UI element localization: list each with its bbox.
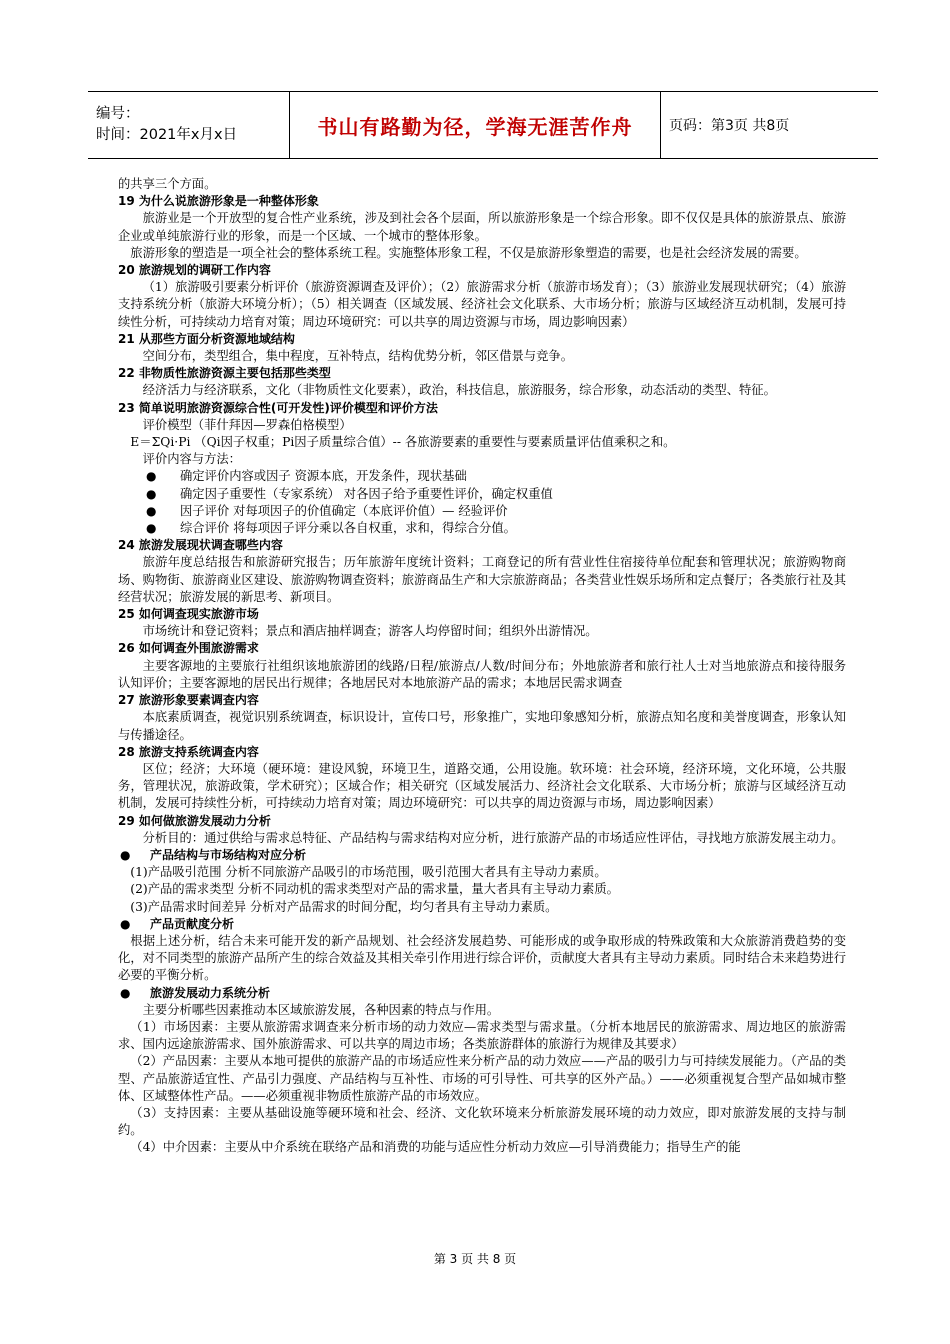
list-item-text: 确定评价内容或因子 资源本底，开发条件，现状基础	[180, 469, 467, 484]
numbered-item: (3)产品需求时间差异 分析对产品需求的时间分配，均匀者具有主导动力素质。	[130, 899, 558, 914]
factor-paragraph: （4）中介因素：主要从中介系统在联络产品和消费的功能与适应性分析动力效应—引导消费能力；指导生产的能	[130, 1140, 741, 1155]
list-item	[118, 486, 846, 503]
motto-text: 书山有路勤为径，学海无涯苦作舟	[317, 114, 633, 139]
bullet-icon: ●	[120, 847, 131, 862]
footer-page-number: 第 3 页 共 8 页	[433, 1252, 517, 1266]
bullet-heading	[118, 847, 846, 864]
paragraph: 旅游年度总结报告和旅游研究报告；历年旅游年度统计资料；工商登记的所有营业性住宿接待单位配套和管理状况；旅游购物商场、购物街、旅游商业区建设、旅游购物调查资料；旅游商品生产和大宗旅游商品；各类营业性娱乐场所和定点餐厅；各类旅行社及其经营状况；旅游发展的新思考、新项目。	[118, 555, 846, 604]
paragraph: 旅游形象的塑造是一项全社会的整体系统工程。实施整体形象工程，不仅是旅游形象塑造的需要，也是社会经济发展的需要。	[130, 245, 807, 260]
document-date: 时间：2021年x月x日	[96, 127, 238, 143]
bullet-icon: ●	[146, 486, 157, 501]
section-heading-23: 23 简单说明旅游资源综合性(可开发性)评价模型和评价方法	[118, 400, 438, 415]
page-header	[88, 91, 878, 159]
bullet-icon: ●	[120, 916, 131, 931]
bullet-icon: ●	[146, 503, 157, 518]
list-item-text: 综合评价 将每项因子评分乘以各自权重，求和，得综合分值。	[180, 521, 516, 536]
paragraph: 旅游业是一个开放型的复合性产业系统，涉及到社会各个层面，所以旅游形象是一个综合形象。即不仅仅是具体的旅游景点、旅游企业或单纯旅游行业的形象，而是一个区域、一个城市的整体形象。	[118, 211, 846, 243]
paragraph: 分析目的：通过供给与需求总特征、产品结构与需求结构对应分析，进行旅游产品的市场适应性评估，寻找地方旅游发展主动力。	[142, 830, 844, 845]
section-heading-28: 28 旅游支持系统调查内容	[118, 744, 259, 759]
bullet-heading-text: 产品结构与市场结构对应分析	[150, 847, 307, 862]
page-footer	[0, 1250, 950, 1267]
paragraph: 根据上述分析，结合未来可能开发的新产品规划、社会经济发展趋势、可能形成的或争取形成的特殊政策和大众旅游消费趋势的变化，对不同类型的旅游产品所产生的综合效益及其相关牵引作用进行综合评价，贡献度大者具有主导动力素质。同时结合未来趋势进行必要的平衡分析。	[118, 933, 846, 983]
section-heading-20: 20 旅游规划的调研工作内容	[118, 263, 271, 278]
list-item	[118, 503, 846, 520]
section-heading-27: 27 旅游形象要素调查内容	[118, 693, 259, 708]
bullet-icon: ●	[120, 985, 131, 1000]
section-heading-22: 22 非物质性旅游资源主要包括那些类型	[118, 366, 331, 381]
paragraph: 经济活力与经济联系，文化（非物质性文化要素），政治，科技信息，旅游服务，综合形象，动态活动的类型、特征。	[142, 383, 776, 398]
header-motto-cell	[289, 92, 661, 158]
paragraph: 主要分析哪些因素推动本区域旅游发展，各种因素的特点与作用。	[142, 1002, 500, 1017]
list-item	[118, 468, 846, 485]
factor-paragraph: （1）市场因素：主要从旅游需求调查来分析市场的动力效应—需求类型与需求量。（分析本地居民的旅游需求、周边地区的旅游需求、国内远途旅游需求、国外旅游需求、可以共享的周边市场；各类旅游群体的旅游行为规律及其要求）	[118, 1019, 846, 1052]
section-heading-24: 24 旅游发展现状调查哪些内容	[118, 538, 283, 553]
bullet-heading	[118, 916, 846, 933]
formula-line: E＝ΣQi·Pi （Qi因子权重；Pi因子质量综合值）-- 各旅游要素的重要性与要素质量评估值乘积之和。	[130, 435, 676, 450]
bullet-icon: ●	[146, 521, 157, 536]
paragraph: 本底素质调查，视觉识别系统调查，标识设计，宣传口号，形象推广，实地印象感知分析，旅游点知名度和美誉度调查，形象认知与传播途径。	[118, 710, 846, 742]
header-page-cell	[661, 92, 878, 158]
paragraph: 评价模型（菲什拜因—罗森伯格模型）	[142, 417, 352, 432]
paragraph: 市场统计和登记资料；景点和酒店抽样调查；游客人均停留时间；组织外出游情况。	[142, 624, 598, 639]
list-item-text: 确定因子重要性（专家系统） 对各因子给予重要性评价，确定权重值	[180, 486, 553, 501]
section-heading-19: 19 为什么说旅游形象是一种整体形象	[118, 194, 319, 209]
paragraph: 主要客源地的主要旅行社组织该地旅游团的线路/日程/旅游点/人数/时间分布；外地旅游者和旅行社人士对当地旅游点和接待服务认知评价；主要客源地的居民出行规律；各地居民对本地旅游产品的需求；本地居民需求调查	[118, 658, 846, 690]
paragraph: （1）旅游吸引要素分析评价（旅游资源调查及评价）；（2）旅游需求分析（旅游市场发育）；（3）旅游业发展现状研究；（4）旅游支持系统分析（旅游大环境分析）；（5）相关调查（区域发展、经济社会文化联系、大市场分析；旅游与区域经济互动机制，发展可持续性分析，可持续动力培育对策；周边环境研究：可以共享的周边资源与市场，周边影响因素）	[118, 280, 846, 329]
document-number-label: 编号：	[96, 106, 140, 122]
factor-paragraph: （2）产品因素：主要从本地可提供的旅游产品的市场适应性来分析产品的动力效应——产品的吸引力与可持续发展能力。（产品的类型、产品旅游适宜性、产品引力强度、产品结构与互补性、市场的可引导性、可共享的区外产品。）——必须重视复合型产品如城市整体、区域整体性产品。——必须重视非物质性旅游产品的市场效应。	[118, 1054, 846, 1103]
paragraph: 空间分布，类型组合，集中程度，互补特点，结构优势分析，邻区借景与竞争。	[142, 349, 573, 364]
section-heading-26: 26 如何调查外围旅游需求	[118, 641, 259, 656]
section-heading-21: 21 从那些方面分析资源地域结构	[118, 331, 295, 346]
numbered-item: (1)产品吸引范围 分析不同旅游产品吸引的市场范围，吸引范围大者具有主导动力素质。	[130, 865, 607, 880]
bullet-heading-text: 旅游发展动力系统分析	[150, 985, 271, 1000]
section-heading-29: 29 如何做旅游发展动力分析	[118, 813, 271, 828]
bullet-heading-text: 产品贡献度分析	[150, 916, 235, 931]
section-heading-25: 25 如何调查现实旅游市场	[118, 607, 259, 622]
paragraph: 的共享三个方面。	[118, 177, 217, 191]
bullet-icon: ●	[146, 469, 157, 484]
document-body	[118, 176, 846, 1157]
bullet-heading	[118, 985, 846, 1002]
list-item	[118, 520, 846, 537]
list-item-text: 因子评价 对每项因子的价值确定（本底评价值）— 经验评价	[180, 503, 508, 518]
factor-paragraph: （3）支持因素：主要从基础设施等硬环境和社会、经济、文化软环境来分析旅游发展环境的动力效应，即对旅游发展的支持与制约。	[118, 1105, 846, 1138]
numbered-item: (2)产品的需求类型 分析不同动机的需求类型对产品的需求量，量大者具有主导动力素质。	[130, 882, 619, 897]
header-meta	[88, 92, 289, 158]
paragraph: 区位；经济；大环境（硬环境：建设风貌，环境卫生，道路交通，公用设施。软环境：社会环境，经济环境，文化环境，公共服务，管理状况，旅游政策，学术研究）；区域合作；相关研究（区域发展活力、经济社会文化联系、大市场分析；旅游与区域经济互动机制，发展可持续性分析，可持续动力培育对策；周边环境研究：可以共享的周边资源与市场，周边影响因素）	[118, 761, 846, 811]
paragraph: 评价内容与方法：	[142, 452, 241, 467]
header-page-number: 页码：第3页 共8页	[669, 118, 790, 134]
